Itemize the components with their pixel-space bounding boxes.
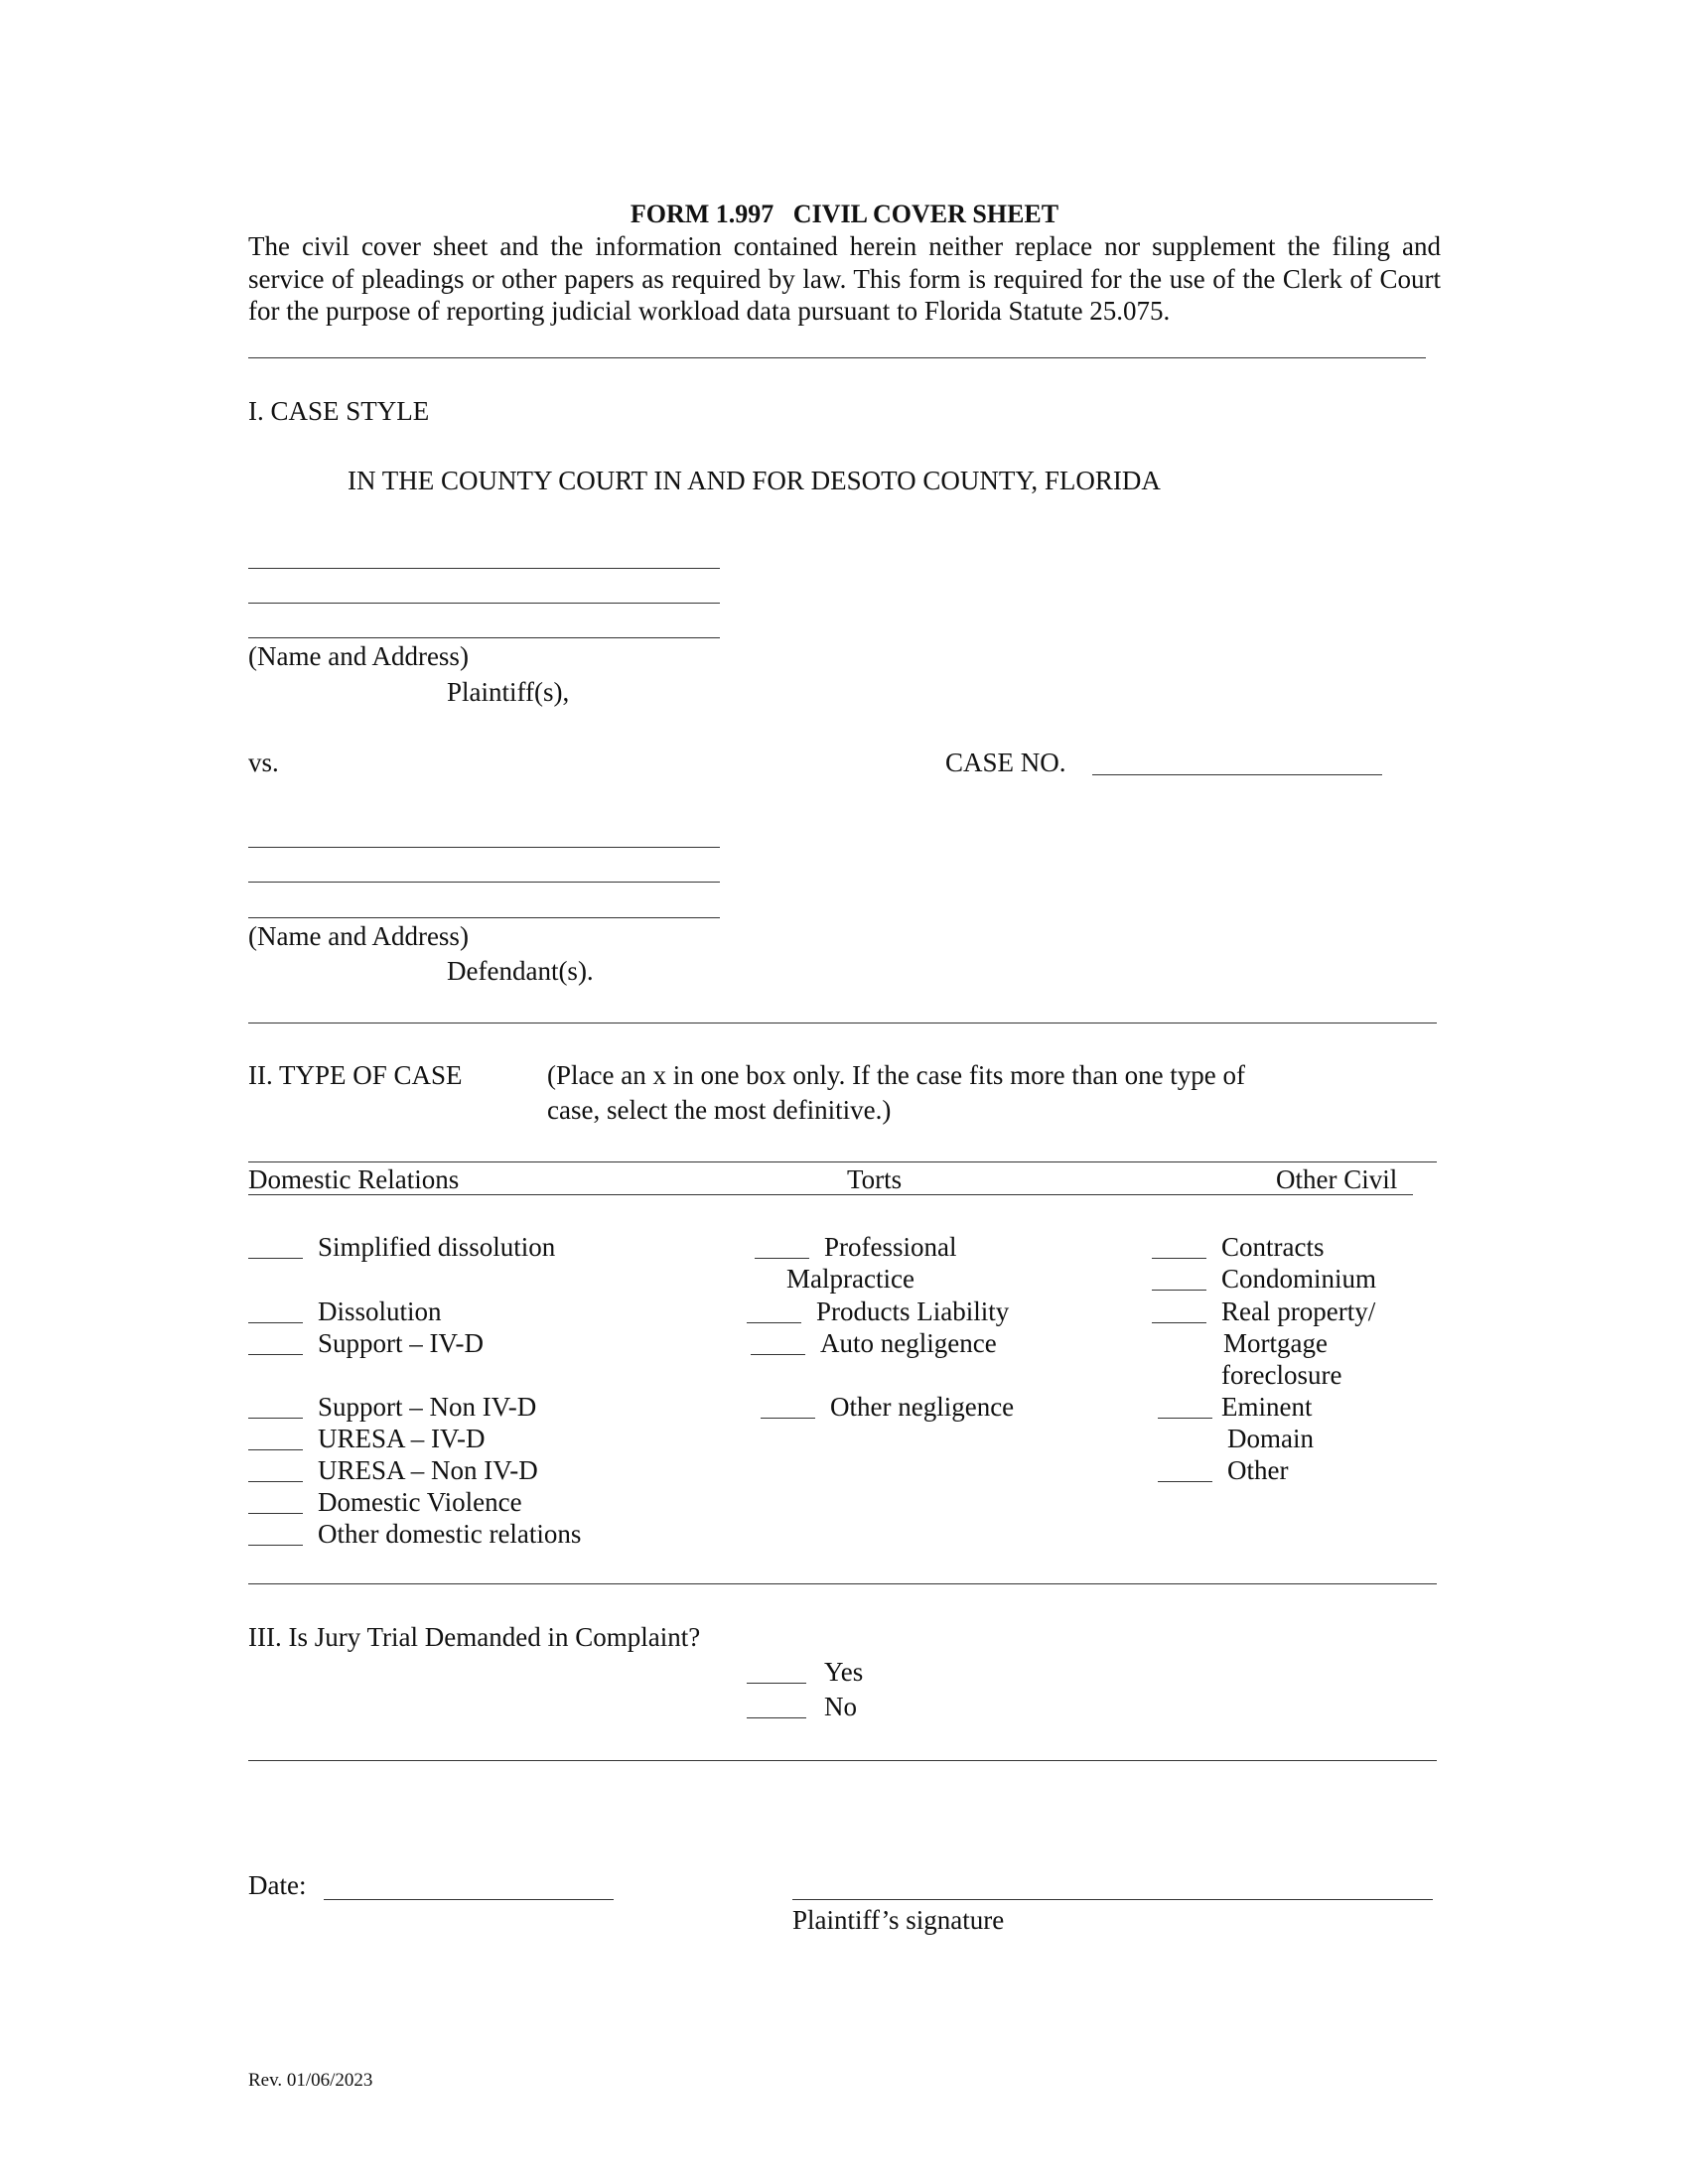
option-support-iv-d[interactable]: [248, 1327, 484, 1359]
type-of-case-instruction-2: case, select the most definitive.): [547, 1095, 892, 1125]
form-intro: The civil cover sheet and the information contained herein neither replace nor supplement the filing and service of pleadings or other papers as required by law. This form is required for the use of the Clerk of Court for the purpose of reporting judicial workload data pursuant to Florida Statute 25.075.: [248, 231, 1441, 326]
court-name: IN THE COUNTY COURT IN AND FOR DESOTO COUNTY, FLORIDA: [348, 466, 1161, 495]
checkbox-blank[interactable]: [1158, 1481, 1212, 1482]
jury-trial-heading: III. Is Jury Trial Demanded in Complaint?: [248, 1622, 701, 1652]
option-other-civil[interactable]: [1158, 1454, 1288, 1486]
option-label: No: [824, 1692, 857, 1721]
checkbox-blank[interactable]: [248, 1258, 303, 1259]
checkbox-blank[interactable]: [248, 1418, 303, 1419]
option-professional-malpractice[interactable]: [755, 1231, 956, 1263]
checkbox-blank[interactable]: [747, 1322, 801, 1323]
option-label: URESA – IV-D: [318, 1424, 486, 1453]
date-field[interactable]: [324, 1899, 614, 1900]
revision-date: Rev. 01/06/2023: [248, 2070, 373, 2091]
checkbox-blank[interactable]: [248, 1449, 303, 1450]
option-label: Auto negligence: [820, 1328, 997, 1358]
defendant-name-address-label: (Name and Address): [248, 921, 469, 951]
type-of-case-heading: II. TYPE OF CASE: [248, 1060, 463, 1090]
divider: [248, 1023, 1437, 1024]
option-jury-no[interactable]: [747, 1691, 857, 1722]
option-auto-negligence[interactable]: [751, 1327, 997, 1359]
option-label: Simplified dissolution: [318, 1232, 556, 1262]
option-real-property-mortgage-foreclosure[interactable]: [1152, 1296, 1375, 1327]
option-label: Professional: [824, 1232, 957, 1262]
column-torts: Torts: [847, 1164, 903, 1194]
option-label: Dissolution: [318, 1297, 442, 1326]
option-other-domestic-relations[interactable]: [248, 1518, 581, 1550]
checkbox-blank[interactable]: [1158, 1418, 1212, 1419]
defendant-label: Defendant(s).: [447, 956, 594, 986]
case-number-field[interactable]: [1092, 774, 1382, 775]
checkbox-blank[interactable]: [1152, 1322, 1206, 1323]
option-label: Eminent: [1221, 1392, 1313, 1422]
option-jury-yes[interactable]: [747, 1656, 863, 1688]
plaintiff-line-3[interactable]: [248, 637, 720, 638]
signature-line[interactable]: [792, 1899, 1433, 1900]
option-label-continued: foreclosure: [1221, 1360, 1342, 1390]
option-label: Real property/: [1221, 1297, 1376, 1326]
checkbox-blank[interactable]: [1152, 1290, 1206, 1291]
checkbox-blank[interactable]: [747, 1717, 806, 1718]
option-uresa-iv-d[interactable]: [248, 1423, 486, 1454]
option-label: Yes: [824, 1657, 864, 1687]
option-eminent-domain[interactable]: [1158, 1391, 1312, 1423]
option-dissolution[interactable]: [248, 1296, 442, 1327]
option-label: Other domestic relations: [318, 1519, 582, 1549]
column-other-civil: Other Civil: [1276, 1164, 1398, 1194]
defendant-line-2[interactable]: [248, 882, 720, 883]
option-label: Other: [1227, 1455, 1289, 1485]
option-label: Domestic Violence: [318, 1487, 522, 1517]
checkbox-blank[interactable]: [248, 1545, 303, 1546]
option-label: Support – Non IV-D: [318, 1392, 537, 1422]
plaintiff-signature-label: Plaintiff’s signature: [792, 1905, 1005, 1935]
divider: [248, 1583, 1437, 1584]
type-of-case-instruction-1: (Place an x in one box only. If the case fits more than one type of: [547, 1060, 1246, 1090]
option-uresa-non-iv-d[interactable]: [248, 1454, 538, 1486]
column-domestic-relations: Domestic Relations: [248, 1164, 460, 1194]
option-condominium[interactable]: [1152, 1263, 1376, 1295]
plaintiff-line-2[interactable]: [248, 603, 720, 604]
option-domestic-violence[interactable]: [248, 1486, 522, 1518]
defendant-line-1[interactable]: [248, 847, 720, 848]
checkbox-blank[interactable]: [747, 1683, 806, 1684]
option-label-continued: Domain: [1227, 1424, 1314, 1453]
case-number-label: CASE NO.: [945, 748, 1066, 777]
plaintiff-label: Plaintiff(s),: [447, 677, 570, 707]
option-other-negligence[interactable]: [761, 1391, 1014, 1423]
checkbox-blank[interactable]: [248, 1481, 303, 1482]
plaintiff-name-address-label: (Name and Address): [248, 641, 469, 671]
option-label: Other negligence: [830, 1392, 1015, 1422]
date-label: Date:: [248, 1870, 307, 1900]
plaintiff-line-1[interactable]: [248, 568, 720, 569]
checkbox-blank[interactable]: [248, 1322, 303, 1323]
option-label-continued: Mortgage: [1223, 1328, 1328, 1358]
checkbox-blank[interactable]: [751, 1354, 805, 1355]
option-label: Condominium: [1221, 1264, 1377, 1294]
checkbox-blank[interactable]: [761, 1418, 815, 1419]
option-label: Contracts: [1221, 1232, 1325, 1262]
option-products-liability[interactable]: [747, 1296, 1009, 1327]
option-label: Support – IV-D: [318, 1328, 485, 1358]
option-label: URESA – Non IV-D: [318, 1455, 538, 1485]
checkbox-blank[interactable]: [248, 1513, 303, 1514]
divider: [248, 1760, 1437, 1761]
option-contracts[interactable]: [1152, 1231, 1324, 1263]
vs-label: vs.: [248, 748, 279, 777]
checkbox-blank[interactable]: [1152, 1258, 1206, 1259]
option-label-continued: Malpractice: [786, 1264, 914, 1294]
option-label: Products Liability: [816, 1297, 1010, 1326]
defendant-line-3[interactable]: [248, 917, 720, 918]
option-simplified-dissolution[interactable]: [248, 1231, 555, 1263]
case-style-heading: I. CASE STYLE: [248, 396, 430, 426]
column-header-underline: [248, 1194, 1413, 1195]
checkbox-blank[interactable]: [755, 1258, 809, 1259]
option-support-non-iv-d[interactable]: [248, 1391, 536, 1423]
checkbox-blank[interactable]: [248, 1354, 303, 1355]
divider: [248, 357, 1426, 358]
form-title: FORM 1.997 CIVIL COVER SHEET: [630, 200, 1059, 228]
divider: [248, 1161, 1437, 1162]
